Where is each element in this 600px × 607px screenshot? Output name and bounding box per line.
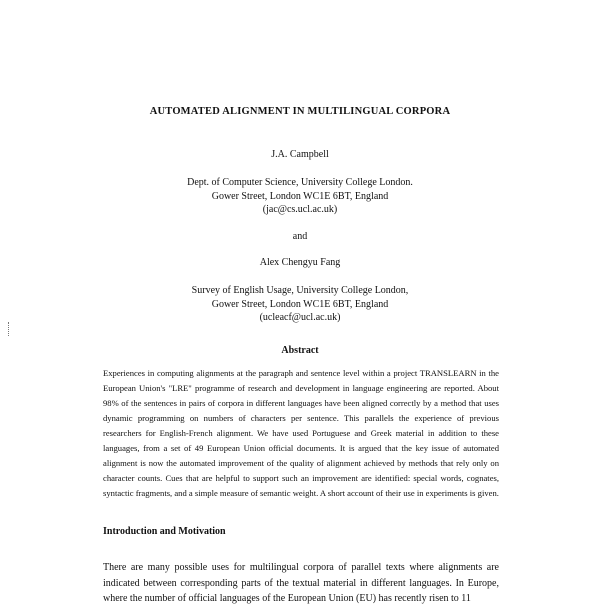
abstract-text: Experiences in computing alignments at the paragraph and sentence level within a project TRANSLEARN in the European Union's "LRE" programme of research and development in language engineering are reported. About 98% of the sentences in pairs of corpora in different languages have been aligned correctly by a method that uses dynamic programming on numbers of characters per sentence. This parallels the experience of previous researchers for English-French alignment. We have used Portuguese and Greek material in addition to these languages, from a set of 49 European Union official documents. It is argued that the key issue of automated alignment is now the automated improvement of the quality of alignment achieved by methods that rely only on character counts. Cues that are helpful to support such an improvement are identified: special words, cognates, syntactic fragments, and a simple measure of semantic weight. A short account of their use in experiments is given.: [103, 368, 499, 498]
author1-affiliation: [0, 176, 600, 217]
author2-address: Gower Street, London WC1E 6BT, England: [211, 298, 389, 310]
author1-dept: Dept. of Computer Science, University College London.: [187, 177, 413, 188]
author-separator: and: [292, 231, 308, 242]
section-heading: Introduction and Motivation: [103, 526, 226, 537]
intro-paragraph: There are many possible uses for multilingual corpora of parallel texts where alignments are indicated between corresponding parts of the textual material in different languages. In Europe, where the number of official languages of the European Union (EU) has recently risen to 11: [103, 562, 499, 604]
paper-title: AUTOMATED ALIGNMENT IN MULTILINGUAL CORPORA: [149, 106, 451, 117]
author1-email: (jac@cs.ucl.ac.uk): [262, 204, 338, 215]
author2-name: Alex Chengyu Fang: [259, 257, 341, 268]
abstract-heading: Abstract: [281, 345, 319, 356]
author2-affiliation: [0, 284, 600, 325]
author2-dept: Survey of English Usage, University College London,: [191, 285, 409, 296]
author1-address: Gower Street, London WC1E 6BT, England: [211, 190, 389, 202]
author1-name: J.A. Campbell: [271, 149, 329, 160]
author2-email: (ucleacf@ucl.ac.uk): [259, 312, 341, 323]
